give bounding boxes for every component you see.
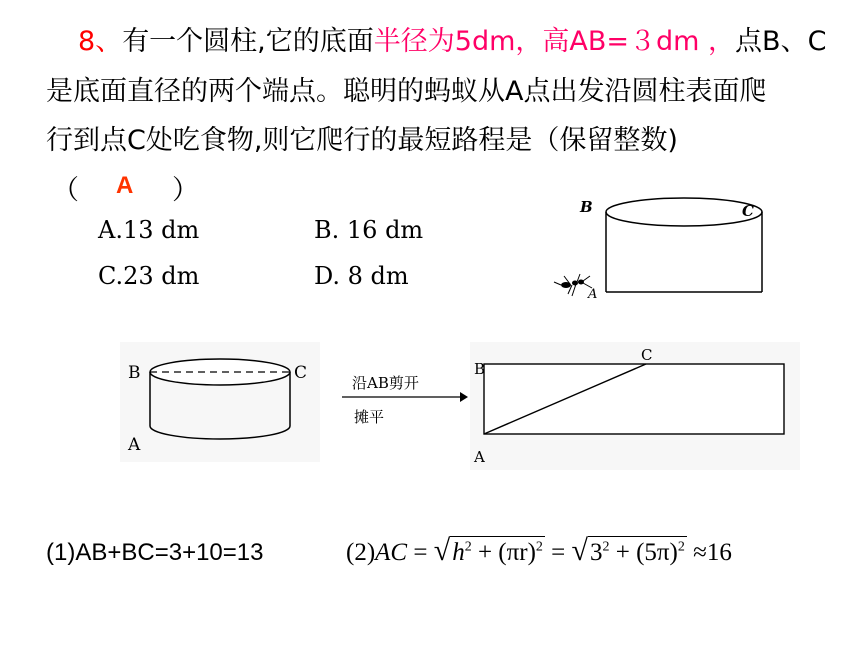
question-line-1	[78, 22, 826, 62]
unfold-label-a: A	[128, 435, 141, 455]
answer-open-paren: （	[52, 175, 79, 206]
question-text-b: 点B、C	[735, 26, 827, 57]
question-height: 高AB=３dm ，	[542, 26, 736, 57]
question-text-a: 有一个圆柱,它的底面	[122, 26, 374, 57]
question-line-3: 行到点C处吃食物,则它爬行的最短路程是（保留整数)	[46, 125, 678, 156]
question-radius: 半径为5dm，	[373, 26, 543, 57]
choice-c: C.23 dm	[98, 262, 200, 290]
unfold-label-c: C	[294, 363, 308, 383]
question-number: 8	[78, 26, 96, 57]
choice-b: B. 16 dm	[314, 216, 424, 244]
rect-label-c: C	[641, 346, 653, 364]
question-line-2: 是底面直径的两个端点。聪明的蚂蚁从A点出发沿圆柱表面爬	[46, 76, 767, 107]
answer-close-paren: ）	[172, 175, 199, 206]
cylinder-top-ellipse	[606, 198, 762, 226]
answer-letter: A	[116, 172, 134, 199]
ant-icon	[554, 274, 592, 296]
cylinder-label-a: A	[588, 287, 598, 302]
unfold-label-b: B	[128, 363, 141, 383]
unfold-cylinder-figure	[120, 342, 320, 462]
unrolled-rectangle-figure	[470, 342, 800, 470]
arrow-text-cut: 沿AB剪开	[352, 374, 419, 392]
solution-part-1: (1)AB+BC=3+10=13	[46, 539, 264, 566]
cylinder-label-b: B	[580, 198, 593, 216]
cylinder-label-c: C	[742, 202, 754, 220]
solution-part-2: $(2)AC = √h^2 + (\pi r)^2 = √3^2 + (5\pi)^2 \approx 16$	[346, 534, 732, 567]
arrow-text-flatten: 摊平	[354, 408, 385, 426]
cylinder-figure	[550, 192, 770, 310]
choice-d: D. 8 dm	[314, 262, 409, 290]
rect-label-a: A	[474, 448, 485, 466]
question-sep: 、	[95, 26, 123, 57]
rect-label-b: B	[474, 360, 486, 378]
arrow-icon	[340, 390, 470, 404]
choice-a: A.13 dm	[98, 216, 200, 244]
